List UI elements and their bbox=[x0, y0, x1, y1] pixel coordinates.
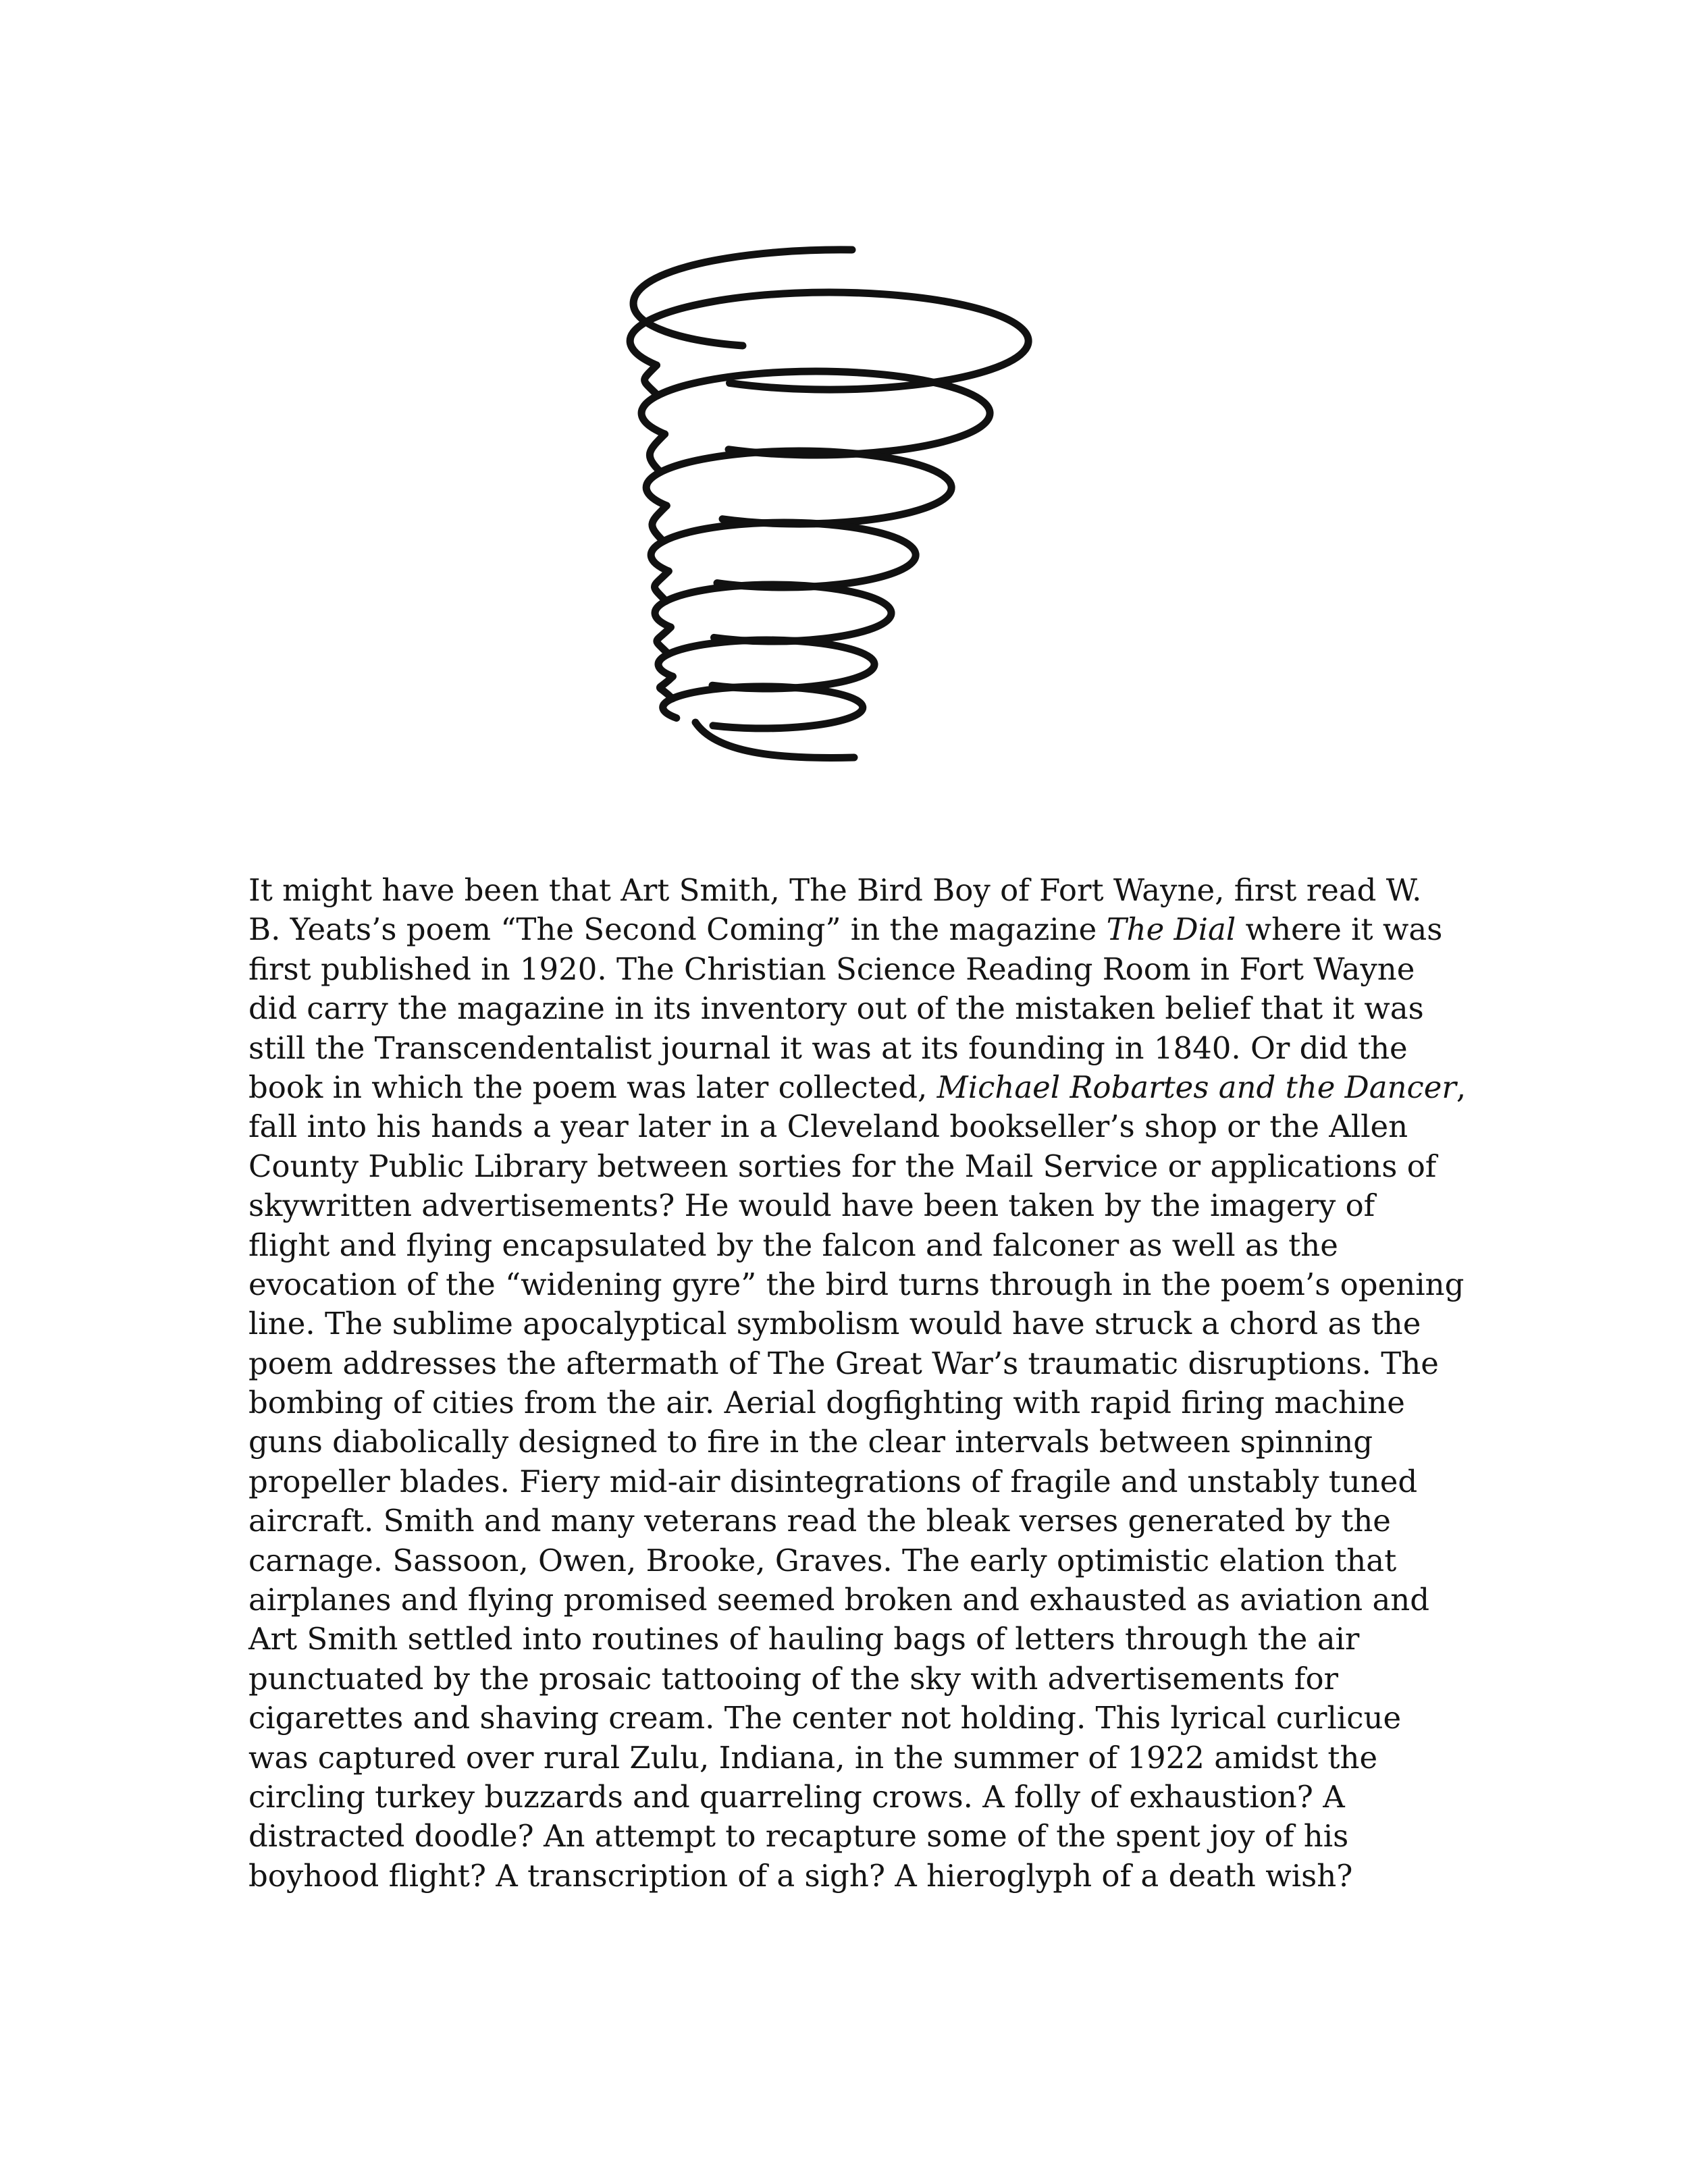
text-line bbox=[248, 1541, 1464, 1580]
text-segment: line. The sublime apocalyptical symbolism would have struck a chord as the bbox=[248, 1306, 1421, 1342]
spiral-coil bbox=[655, 585, 891, 641]
text-segment: where it was bbox=[1236, 911, 1443, 948]
text-segment: propeller blades. Fiery mid-air disintegrations of fragile and unstably tuned bbox=[248, 1463, 1418, 1499]
text-line bbox=[248, 1620, 1464, 1659]
text-segment: book in which the poem was later collected, bbox=[248, 1069, 937, 1105]
text-line bbox=[248, 910, 1464, 949]
text-line bbox=[248, 1344, 1464, 1383]
text-segment: poem addresses the aftermath of The Great War’s traumatic disruptions. The bbox=[248, 1345, 1439, 1381]
text-line bbox=[248, 1226, 1464, 1265]
italic-title: Michael Robartes and the Dancer bbox=[937, 1069, 1456, 1105]
text-segment: still the Transcendentalist journal it was at its founding in 1840. Or did the bbox=[248, 1030, 1408, 1066]
text-segment: evocation of the “widening gyre” the bird turns through in the poem’s opening bbox=[248, 1266, 1465, 1302]
text-segment: airplanes and flying promised seemed broken and exhausted as aviation and bbox=[248, 1582, 1430, 1618]
text-line bbox=[248, 1817, 1464, 1856]
text-line bbox=[248, 1778, 1464, 1817]
text-line bbox=[248, 1580, 1464, 1620]
text-segment: boyhood flight? A transcription of a sigh? A hieroglyph of a death wish? bbox=[248, 1857, 1353, 1894]
text-segment: did carry the magazine in its inventory out of the mistaken belief that it was bbox=[248, 990, 1424, 1027]
body-paragraph bbox=[248, 871, 1467, 1896]
skywriting-spiral-illustration bbox=[608, 230, 1080, 783]
text-segment: distracted doodle? An attempt to recapture some of the spent joy of his bbox=[248, 1818, 1349, 1855]
text-segment: guns diabolically designed to fire in the clear intervals between spinning bbox=[248, 1424, 1373, 1460]
text-line bbox=[248, 1383, 1464, 1422]
text-segment: punctuated by the prosaic tattooing of the sky with advertisements for bbox=[248, 1660, 1339, 1697]
spiral-coil bbox=[646, 451, 951, 524]
text-line bbox=[248, 1462, 1464, 1501]
spiral-connector bbox=[652, 506, 666, 541]
text-line bbox=[248, 871, 1464, 910]
text-line bbox=[248, 1422, 1464, 1462]
text-segment: flight and flying encapsulated by the falcon and falconer as well as the bbox=[248, 1227, 1338, 1263]
text-segment: circling turkey buzzards and quarreling crows. A folly of exhaustion? A bbox=[248, 1778, 1345, 1815]
text-segment: , bbox=[1456, 1069, 1467, 1105]
text-segment: B. Yeats’s poem “The Second Coming” in the magazine bbox=[248, 911, 1107, 948]
text-line bbox=[248, 1107, 1464, 1146]
spiral-coil bbox=[641, 371, 990, 455]
text-line bbox=[248, 1186, 1464, 1225]
text-line bbox=[248, 1857, 1464, 1896]
text-segment: cigarettes and shaving cream. The center not holding. This lyrical curlicue bbox=[248, 1700, 1402, 1736]
text-segment: County Public Library between sorties for the Mail Service or applications of bbox=[248, 1148, 1437, 1184]
text-line bbox=[248, 1304, 1464, 1343]
text-line bbox=[248, 1501, 1464, 1541]
spiral-connector bbox=[654, 571, 668, 601]
text-line bbox=[248, 1147, 1464, 1186]
spiral-coil bbox=[651, 523, 916, 587]
spiral-coil bbox=[658, 640, 874, 689]
text-segment: aircraft. Smith and many veterans read the bleak verses generated by the bbox=[248, 1503, 1391, 1539]
text-line bbox=[248, 1029, 1464, 1068]
text-segment: skywritten advertisements? He would have been taken by the imagery of bbox=[248, 1188, 1375, 1224]
text-line bbox=[248, 1699, 1464, 1738]
text-segment: carnage. Sassoon, Owen, Brooke, Graves. The early optimistic elation that bbox=[248, 1542, 1397, 1578]
text-segment: fall into his hands a year later in a Cleveland bookseller’s shop or the Allen bbox=[248, 1109, 1408, 1145]
text-line bbox=[248, 1068, 1467, 1107]
text-segment: was captured over rural Zulu, Indiana, in the summer of 1922 amidst the bbox=[248, 1739, 1378, 1776]
italic-title: The Dial bbox=[1106, 911, 1236, 948]
text-segment: Art Smith settled into routines of hauling bags of letters through the air bbox=[248, 1621, 1360, 1657]
text-line bbox=[248, 1265, 1464, 1304]
text-line bbox=[248, 1738, 1464, 1778]
text-line bbox=[248, 989, 1464, 1028]
text-line bbox=[248, 950, 1464, 989]
text-segment: It might have been that Art Smith, The Bird Boy of Fort Wayne, first read W. bbox=[248, 872, 1422, 908]
text-segment: first published in 1920. The Christian Science Reading Room in Fort Wayne bbox=[248, 951, 1415, 987]
text-line bbox=[248, 1659, 1464, 1699]
spiral-connector bbox=[645, 365, 658, 396]
spiral-connector bbox=[650, 434, 664, 472]
text-segment: bombing of cities from the air. Aerial dogfighting with rapid firing machine bbox=[248, 1385, 1405, 1421]
